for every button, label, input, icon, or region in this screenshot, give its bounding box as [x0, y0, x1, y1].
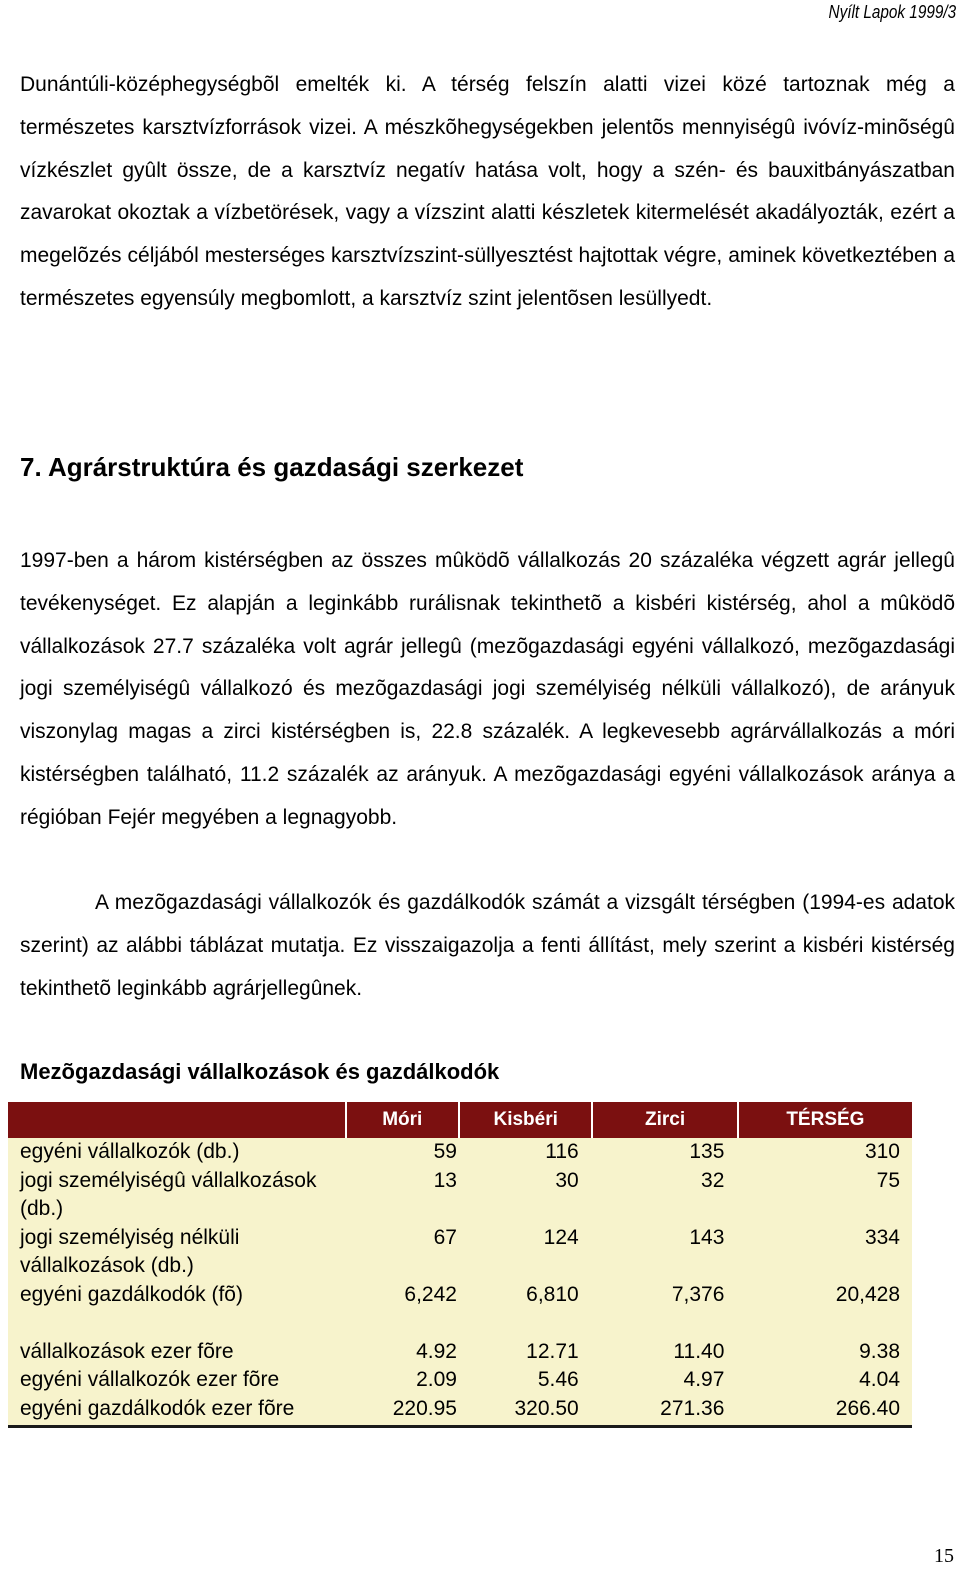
cell-kisberi: 124	[543, 1225, 579, 1249]
row-label: egyéni gazdálkodók ezer fõre	[20, 1396, 295, 1420]
page-number: 15	[934, 1545, 954, 1567]
cell-kisberi: 30	[555, 1168, 579, 1192]
paragraph-agrar: 1997-ben a három kistérségben az összes mûködõ vállalkozás 20 százaléka végzett agrár jellegû tevékenységet. Ez alapján a leginkább rurálisnak tekinthetõ a kisbéri kistérség, ahol a mûködõ vállalkozások 27.7 százaléka volt agrár jellegû (mezõgazdasági egyéni vállalkozó, mezõgazdasági jogi személyiségû vállalkozó és mezõgazdasági jogi személyiség nélküli vállalkozó), de arányuk viszonylag magas a zirci kistérségben is, 22.8 százalék. A legkevesebb agrárvállalkozás a móri kistérségben található, 11.2 százalék az arányuk. A mezõgazdasági egyéni vállalkozások aránya a régióban Fejér megyében a legnagyobb.	[20, 549, 955, 829]
cell-mori: 220.95	[392, 1396, 457, 1420]
paragraph-table-intro: A mezõgazdasági vállalkozók és gazdálkodók számát a vizsgált térségben (1994-es adatok szerint) az alábbi táblázat mutatja. Ez visszaigazolja a fenti állítást, mely szerint a kisbéri kistérség tekinthetõ leginkább agrárjellegûnek.	[20, 891, 955, 1000]
cell-terseg: 310	[864, 1140, 900, 1163]
cell-mori: 2.09	[416, 1368, 457, 1391]
table-row	[8, 1366, 912, 1395]
row-label: egyéni vállalkozók (db.)	[20, 1140, 240, 1163]
row-spacer	[8, 1309, 912, 1338]
header-cell-terseg: TÉRSÉG	[737, 1102, 912, 1138]
row-label: egyéni gazdálkodók (fõ)	[20, 1282, 243, 1306]
table-row	[8, 1138, 912, 1167]
table-body	[8, 1138, 912, 1428]
row-label: jogi személyiségû vállalkozások (db.)	[20, 1168, 317, 1220]
cell-terseg: 334	[864, 1225, 900, 1249]
cell-terseg: 20,428	[835, 1282, 900, 1306]
cell-mori: 67	[433, 1225, 457, 1249]
row-label: jogi személyiség nélküli vállalkozások (db.)	[20, 1225, 240, 1277]
cell-zirci: 11.40	[673, 1339, 725, 1363]
row-label: egyéni vállalkozók ezer fõre	[20, 1368, 280, 1391]
table-header-row	[8, 1102, 912, 1138]
header-cell-mori: Móri	[345, 1102, 459, 1138]
cell-terseg: 75	[876, 1168, 900, 1192]
cell-mori: 6,242	[404, 1282, 457, 1306]
cell-zirci: 4.97	[683, 1368, 725, 1391]
running-header: Nyílt Lapok 1999/3	[828, 2, 956, 22]
table-row	[8, 1395, 912, 1424]
cell-zirci: 32	[701, 1168, 725, 1192]
data-table	[8, 1102, 912, 1428]
table-row	[8, 1338, 912, 1367]
cell-zirci: 7,376	[671, 1282, 725, 1306]
section-title: 7. Agrárstruktúra és gazdasági szerkezet	[20, 452, 524, 482]
header-cell-zirci: Zirci	[591, 1102, 736, 1138]
cell-kisberi: 6,810	[526, 1282, 579, 1306]
cell-mori: 4.92	[416, 1339, 457, 1363]
cell-terseg: 9.38	[859, 1339, 900, 1363]
cell-zirci: 271.36	[660, 1396, 725, 1420]
cell-terseg: 4.04	[859, 1368, 900, 1391]
header-cell-empty	[8, 1102, 345, 1138]
cell-kisberi: 5.46	[537, 1368, 579, 1391]
cell-kisberi: 116	[545, 1140, 579, 1163]
cell-mori: 59	[433, 1140, 457, 1163]
cell-zirci: 135	[689, 1140, 725, 1163]
row-label: vállalkozások ezer fõre	[20, 1339, 234, 1363]
header-cell-kisberi: Kisbéri	[458, 1102, 591, 1138]
cell-terseg: 266.40	[835, 1396, 900, 1420]
table-row	[8, 1281, 912, 1310]
cell-kisberi: 12.71	[526, 1339, 579, 1363]
cell-kisberi: 320.50	[514, 1396, 579, 1420]
cell-mori: 13	[433, 1168, 457, 1192]
table-row	[8, 1224, 912, 1281]
cell-zirci: 143	[689, 1225, 725, 1249]
paragraph-intro: Dunántúli-középhegységbõl emelték ki. A térség felszín alatti vizei közé tartoznak még a természetes karsztvízforrások vizei. A mészkõhegységekben jelentõs mennyiségû ivóvíz-minõségû vízkészlet gyûlt össze, de a karsztvíz negatív hatása volt, hogy a szén- és bauxitbányászatban zavarokat okoztak a vízbetörések, vagy a vízszint alatti készletek kitermelését akadályozták, ezért a megelõzés céljából mesterséges karsztvízszint-süllyesztést hajtottak végre, aminek következtében a természetes egyensúly megbomlott, a karsztvíz szint jelentõsen lesüllyedt.	[20, 73, 955, 310]
table-row	[8, 1167, 912, 1224]
table-title: Mezõgazdasági vállalkozások és gazdálkodók	[20, 1059, 500, 1084]
